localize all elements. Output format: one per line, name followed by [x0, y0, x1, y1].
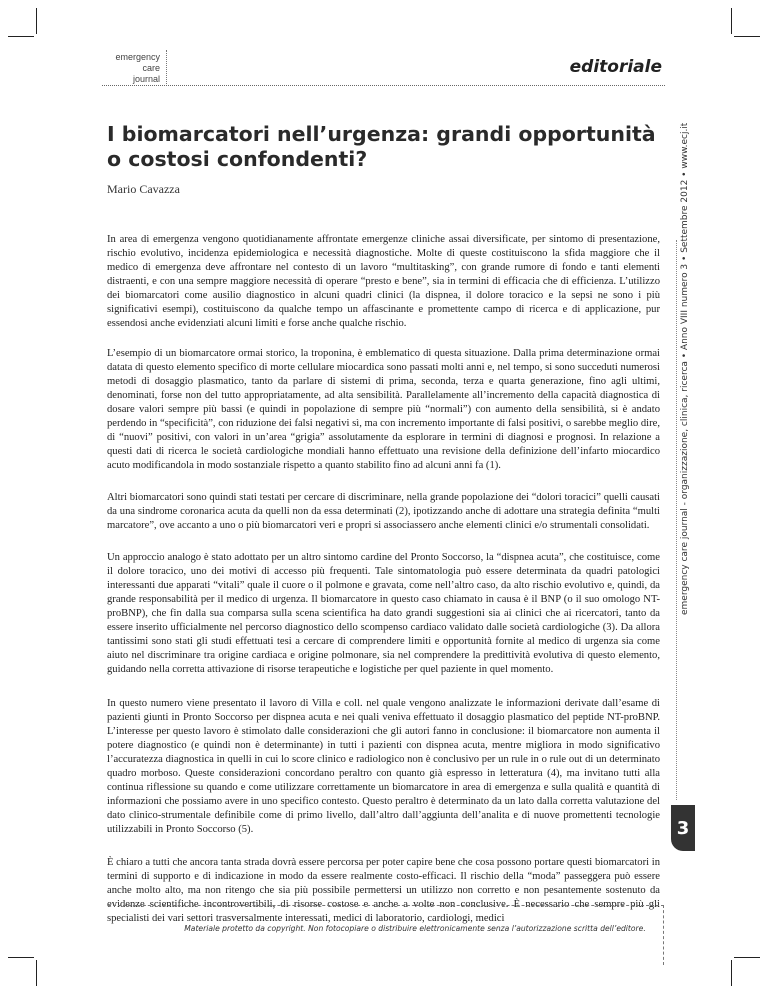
crop-mark [8, 957, 34, 958]
journal-brand-line: emergency [115, 52, 160, 62]
crop-mark [731, 8, 732, 34]
crop-mark [36, 960, 37, 986]
brand-divider [166, 50, 167, 86]
crop-mark [734, 957, 760, 958]
article-body [107, 233, 660, 942]
footer-frame [108, 905, 664, 965]
crop-mark [731, 960, 732, 986]
journal-brand-line: journal [132, 74, 160, 84]
crop-mark [734, 36, 760, 37]
journal-brand [100, 52, 160, 85]
body-paragraph: L’esempio di un biomarcatore ormai storico, la troponina, è emblematico di questa situazione. Dalla prima determinazione ormai datata di questo elemento specifico di morte cellulare miocardica sono passati molti anni e, nel tempo, si sono succeduti numerosi metodi di dosaggio plasmatico, tanto da parlare di sistemi di prima, seconda, terza e quarta generazione, fino agli ultimi, denominati, forse non del tutto appropriatamente, ad alta sensibilità. Parallelamente all’incremento della capacità diagnostica di dosare valori sempre più bassi (e quindi in popolazione di sempre più “normali”) con aumento della sensibilità, si è andato perdendo in “specificità”, con riduzione dei falsi negativi sì, ma con incremento importante di falsi positivi, o sarebbe meglio dire, di “nuovi” positivi, con valori in un’area “grigia” assolutamente da esplorare in termini di diagnosi e prognosi. In relazione a questi dati di ricerca le società cardiologiche mondiali hanno effettuato una revisione della definizione dell’infarto miocardico acuto modificandola in modo sostanziale rispetto a quanto stabilito fino ad alcuni anni fa (1). [107, 348, 660, 471]
footer-side-rule [663, 905, 664, 965]
header-rule [102, 85, 665, 86]
crop-mark [8, 36, 34, 37]
vertical-journal-text: emergency care journal - organizzazione, clinica, ricerca • Anno VIII numero 3 • Settembre 2012 • www.ecj.it [680, 122, 690, 615]
footer-rule [108, 905, 664, 906]
crop-mark [36, 8, 37, 34]
article-author: Mario Cavazza [107, 182, 180, 196]
copyright-notice: Materiale protetto da copyright. Non fotocopiare o distribuire elettronicamente senza l’autorizzazione scritta dell’editore. [184, 924, 646, 933]
journal-brand-line: care [142, 63, 160, 73]
body-paragraph: In questo numero viene presentato il lavoro di Villa e coll. nel quale vengono analizzate le informazioni derivate dall’esame di pazienti giunti in Pronto Soccorso per dispnea acuta e nei quali veniva effettuato il dosaggio plasmatico del peptide NT-proBNP. L’interesse per questo lavoro è stimolato dalle considerazioni che gli autori fanno in conclusione: il biomarcatore non aumenta il potere diagnostico (e quindi non è determinante) in tutti i pazienti con dispnea acuta, mentre migliora in modo significativo l’accuratezza diagnostica in quelli in cui lo score clinico e radiologico non è conclusivo per un rule in o rule out di un determinato quadro morboso. Queste considerazioni concordano peraltro con quanto già espresso in letteratura (4), ma invitano tutti alla continua riflessione su quando e come utilizzare correttamente un biomarcatore in area di emergenza e sulla qualità e quantità di informazioni che possiamo avere in uno specifico contesto. Questo peraltro è determinato da un lato dalla corretta valutazione del dato clinico-strumentale definibile come di primo livello, dall’altro dall’aggiunta dell’analita e di nuove promettenti tecnologie utilizzabili in Pronto Soccorso (5). [107, 698, 660, 835]
body-paragraph: In area di emergenza vengono quotidianamente affrontate emergenze cliniche assai diversificate, per sintomo di presentazione, rischio evolutivo, incidenza epidemiologica e necessità diagnostiche. Molte di queste costituiscono la sfida maggiore che il medico di emergenza deve affrontare nel contesto di un lavoro “multitasking”, con grande rumore di fondo e tanti elementi distraenti, e con una sempre maggiore necessità di operare “presto e bene”, sia in termini di efficacia che di efficienza. L’utilizzo dei biomarcatori come ausilio diagnostico in alcuni quadri clinici (la dispnea, il dolore toracico e la sepsi ne sono i più significativi esempi), costituiscono da qualche tempo un affascinante e promettente campo di ricerca e di applicazione, pur essendosi anche evidenziati alcuni limiti e forse anche qualche rischio. [107, 234, 660, 329]
article-title: I biomarcatori nell’urgenza: grandi opportunità o costosi confondenti? [107, 122, 656, 171]
body-paragraph: Altri biomarcatori sono quindi stati testati per cercare di discriminare, nella grande popolazione dei “dolori toracici” quelli causati da una sindrome coronarica acuta da quelli non da essa determinati (2), ipotizzando anche di adottare una strategia definita “multi marcatore”, ove accanto a uno o più biomarcatori veri e propri si associassero anche elementi clinici e/o strumentali consolidati. [107, 492, 660, 531]
body-paragraph: Un approccio analogo è stato adottato per un altro sintomo cardine del Pronto Soccorso, la “dispnea acuta”, che costituisce, come il dolore toracico, uno dei motivi di accesso più frequenti. Tale sintomatologia può essere determinata da quadri patologici interessanti due apparati “vitali” quale il cuore o il polmone e gravata, come nell’altro caso, da alto rischio evolutivo e, quindi, da grande responsabilità per il medico di urgenza. Il biomarcatore in questo caso chiamato in causa è il BNP (o il suo omologo NT-proBNP), che fin dalla sua comparsa sulla scena scientifica ha dato grandi suggestioni sia ai clinici che ai ricercatori, tanto da essere inserito ufficialmente nel percorso diagnostico dello scompenso cardiaco validato dalle società cardiologiche (3). Da allora tantissimi sono stati gli studi effettuati tesi a cercare di comprendere limiti e opportunità fornite al medico di urgenza sia come aiuto nel discriminare tra origine cardiaca e origine polmonare, sia nel comprendere la predittività evolutiva di questo elemento, guidando nella corretta attivazione di risorse terapeutiche e logistiche per quel paziente in quel momento. [107, 552, 660, 675]
section-label: editoriale [569, 57, 662, 77]
page-number: 3 [676, 817, 690, 839]
page-number-tab [671, 805, 695, 851]
body-paragraph: È chiaro a tutti che ancora tanta strada dovrà essere percorsa per poter capire bene che cosa possono portare questi biomarcatori in termini di supporto e di indicazione in modo da essere realmente costo-efficaci. Il rischio della “moda” passeggera può essere anche molto alto, ma non ritengo che sia più possibile permettersi un utilizzo non corretto e non pesantemente sostenuto da evidenze scientifiche incontrovertibili, di risorse costose e anche a volte non conclusive. È necessario che sempre più gli specialisti dei vari settori trasversalmente interessati, medici di laboratorio, cardiologi, medici [107, 857, 660, 924]
side-divider [676, 240, 677, 800]
